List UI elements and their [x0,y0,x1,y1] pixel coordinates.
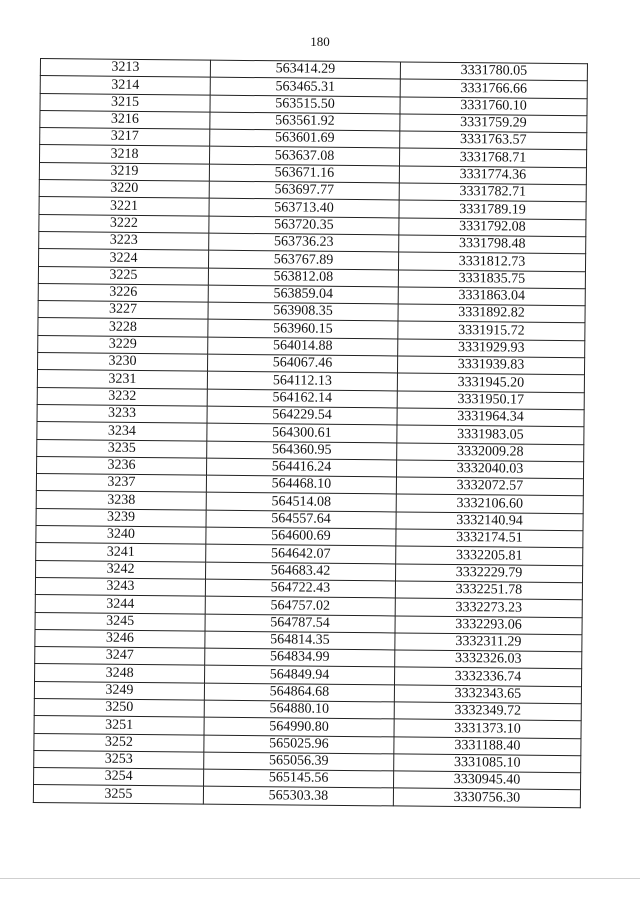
y-coordinate-cell: 3331768.71 [399,148,586,167]
x-coordinate-cell: 564067.46 [207,354,397,373]
x-coordinate-cell: 564014.88 [208,337,398,356]
point-id-cell: 3219 [39,162,209,181]
y-coordinate-cell: 3332229.79 [395,564,582,583]
point-id-cell: 3229 [38,335,208,354]
point-id-cell: 3226 [38,283,208,302]
x-coordinate-cell: 564162.14 [207,389,397,408]
point-id-cell: 3246 [35,629,205,648]
y-coordinate-cell: 3332343.65 [394,685,581,704]
y-coordinate-cell: 3331085.10 [394,754,581,773]
x-coordinate-cell: 563601.69 [210,129,400,148]
point-id-cell: 3227 [38,301,208,320]
y-coordinate-cell: 3331774.36 [399,166,586,185]
y-coordinate-cell: 3330945.40 [394,771,581,790]
x-coordinate-cell: 563671.16 [209,164,399,183]
y-coordinate-cell: 3330756.30 [393,788,580,807]
point-id-cell: 3213 [40,59,210,78]
point-id-cell: 3242 [36,560,206,579]
x-coordinate-cell: 563736.23 [209,233,399,252]
x-coordinate-cell: 564864.68 [204,683,394,702]
x-coordinate-cell: 564722.43 [205,579,395,598]
coordinate-table-body [33,59,587,808]
y-coordinate-cell: 3331373.10 [394,719,581,738]
x-coordinate-cell: 564642.07 [206,544,396,563]
x-coordinate-cell: 564112.13 [207,371,397,390]
x-coordinate-cell: 563960.15 [208,320,398,339]
x-coordinate-cell: 565056.39 [204,752,394,771]
x-coordinate-cell: 563767.89 [208,250,398,269]
point-id-cell: 3236 [37,456,207,475]
point-id-cell: 3220 [39,180,209,199]
point-id-cell: 3235 [37,439,207,458]
x-coordinate-cell: 564229.54 [207,406,397,425]
point-id-cell: 3255 [33,785,203,804]
x-coordinate-cell: 564514.08 [206,493,396,512]
x-coordinate-cell: 563637.08 [209,147,399,166]
y-coordinate-cell: 3331812.73 [398,252,585,271]
point-id-cell: 3239 [36,508,206,527]
x-coordinate-cell: 563859.04 [208,285,398,304]
point-id-cell: 3245 [35,612,205,631]
point-id-cell: 3234 [37,422,207,441]
point-id-cell: 3214 [40,76,210,95]
y-coordinate-cell: 3331939.83 [397,356,584,375]
point-id-cell: 3230 [38,353,208,372]
x-coordinate-cell: 564757.02 [205,596,395,615]
point-id-cell: 3244 [35,595,205,614]
point-id-cell: 3218 [39,145,209,164]
point-id-cell: 3250 [34,698,204,717]
point-id-cell: 3215 [40,93,210,112]
point-id-cell: 3249 [34,681,204,700]
point-id-cell: 3247 [35,647,205,666]
y-coordinate-cell: 3331759.29 [400,114,587,133]
point-id-cell: 3225 [38,266,208,285]
coordinate-table-container [33,58,587,808]
y-coordinate-cell: 3331863.04 [398,287,585,306]
y-coordinate-cell: 3331892.82 [398,304,585,323]
y-coordinate-cell: 3331789.19 [399,200,586,219]
y-coordinate-cell: 3331780.05 [400,62,587,81]
x-coordinate-cell: 564416.24 [207,458,397,477]
point-id-cell: 3241 [36,543,206,562]
y-coordinate-cell: 3331188.40 [394,737,581,756]
x-coordinate-cell: 563713.40 [209,199,399,218]
x-coordinate-cell: 564814.35 [205,631,395,650]
y-coordinate-cell: 3332251.78 [395,581,582,600]
y-coordinate-cell: 3332311.29 [395,633,582,652]
y-coordinate-cell: 3331964.34 [397,408,584,427]
point-id-cell: 3240 [36,525,206,544]
x-coordinate-cell: 564557.64 [206,510,396,529]
y-coordinate-cell: 3331760.10 [400,97,587,116]
y-coordinate-cell: 3332336.74 [395,667,582,686]
y-coordinate-cell: 3332106.60 [396,494,583,513]
x-coordinate-cell: 563465.31 [210,77,400,96]
y-coordinate-cell: 3331950.17 [397,391,584,410]
y-coordinate-cell: 3332174.51 [396,529,583,548]
x-coordinate-cell: 565145.56 [204,769,394,788]
x-coordinate-cell: 563908.35 [208,302,398,321]
y-coordinate-cell: 3331792.08 [399,218,586,237]
x-coordinate-cell: 564468.10 [206,475,396,494]
x-coordinate-cell: 563414.29 [210,60,400,79]
x-coordinate-cell: 565025.96 [204,735,394,754]
y-coordinate-cell: 3331763.57 [400,131,587,150]
point-id-cell: 3222 [39,214,209,233]
y-coordinate-cell: 3332349.72 [394,702,581,721]
y-coordinate-cell: 3331945.20 [397,373,584,392]
y-coordinate-cell: 3331835.75 [398,270,585,289]
y-coordinate-cell: 3332040.03 [396,460,583,479]
x-coordinate-cell: 564600.69 [206,527,396,546]
x-coordinate-cell: 565303.38 [203,787,393,806]
x-coordinate-cell: 564834.99 [205,648,395,667]
y-coordinate-cell: 3332293.06 [395,615,582,634]
point-id-cell: 3248 [35,664,205,683]
point-id-cell: 3221 [39,197,209,216]
point-id-cell: 3232 [37,387,207,406]
page-number: 180 [310,34,330,49]
y-coordinate-cell: 3332072.57 [396,477,583,496]
x-coordinate-cell: 564300.61 [207,423,397,442]
y-coordinate-cell: 3331983.05 [397,425,584,444]
y-coordinate-cell: 3331915.72 [398,321,585,340]
x-coordinate-cell: 563697.77 [209,181,399,200]
y-coordinate-cell: 3332326.03 [395,650,582,669]
point-id-cell: 3238 [36,491,206,510]
y-coordinate-cell: 3332009.28 [397,442,584,461]
point-id-cell: 3231 [37,370,207,389]
point-id-cell: 3223 [39,231,209,250]
point-id-cell: 3243 [35,577,205,596]
point-id-cell: 3217 [40,128,210,147]
y-coordinate-cell: 3332140.94 [396,512,583,531]
point-id-cell: 3237 [36,474,206,493]
point-id-cell: 3251 [34,716,204,735]
x-coordinate-cell: 563515.50 [210,95,400,114]
y-coordinate-cell: 3332205.81 [396,546,583,565]
x-coordinate-cell: 563812.08 [208,268,398,287]
x-coordinate-cell: 564849.94 [205,665,395,684]
x-coordinate-cell: 564787.54 [205,614,395,633]
point-id-cell: 3233 [37,404,207,423]
y-coordinate-cell: 3332273.23 [395,598,582,617]
point-id-cell: 3254 [34,768,204,787]
y-coordinate-cell: 3331929.93 [398,339,585,358]
y-coordinate-cell: 3331782.71 [399,183,586,202]
point-id-cell: 3253 [34,750,204,769]
point-id-cell: 3216 [40,110,210,129]
x-coordinate-cell: 563561.92 [210,112,400,131]
point-id-cell: 3228 [38,318,208,337]
y-coordinate-cell: 3331798.48 [399,235,586,254]
x-coordinate-cell: 564683.42 [206,562,396,581]
coordinate-table [33,58,588,808]
x-coordinate-cell: 564880.10 [204,700,394,719]
x-coordinate-cell: 564990.80 [204,717,394,736]
point-id-cell: 3224 [39,249,209,268]
x-coordinate-cell: 564360.95 [207,441,397,460]
scan-edge-line [0,878,640,879]
point-id-cell: 3252 [34,733,204,752]
x-coordinate-cell: 563720.35 [209,216,399,235]
y-coordinate-cell: 3331766.66 [400,79,587,98]
